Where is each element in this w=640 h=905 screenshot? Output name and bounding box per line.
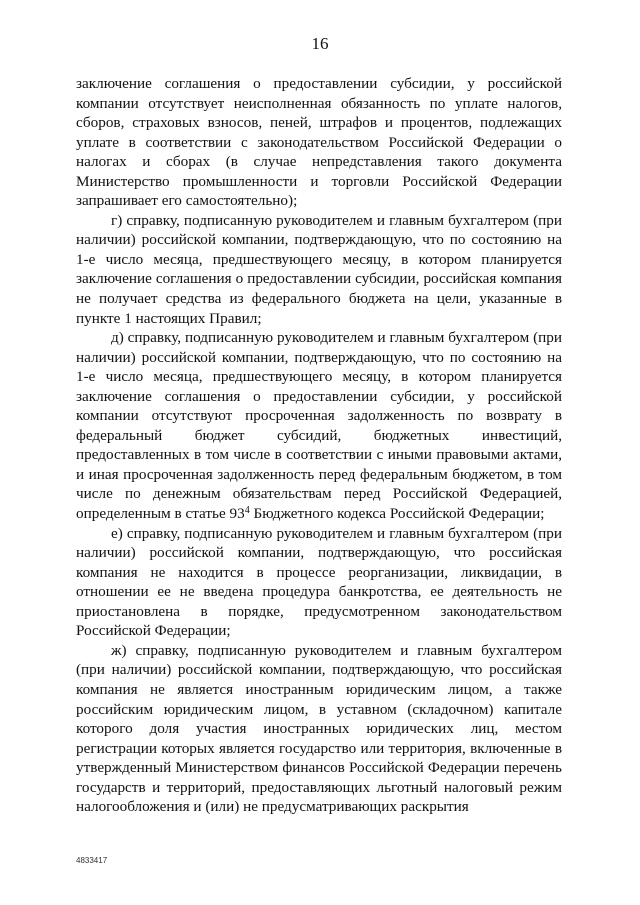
document-body [76, 74, 562, 817]
page-number: 16 [311, 34, 329, 53]
paragraph-item-d-text-after: Бюджетного кодекса Российской Федерации; [249, 505, 545, 523]
document-code: 4833417 [76, 856, 108, 865]
paragraph-item-zh: ж) справку, подписанную руководителем и главным бухгалтером (при наличии) российской компании, подтверждающую, что российская компания не является иностранным юридическим лицом, а также российским юридическим лицом, в уставном (складочном) капитале которого доля участия иностранных юридических лиц, местом регистрации которых является государство или территория, включенные в утвержденный Министерством финансов Российской Федерации перечень государств и территорий, предоставляющих льготный налоговый режим налогообложения и (или) не предусматривающих раскрытия [76, 641, 562, 816]
paragraph-item-d [76, 328, 562, 523]
paragraph-item-e: е) справку, подписанную руководителем и главным бухгалтером (при наличии) российской компании, подтверждающую, что российская компания не находится в процессе реорганизации, ликвидации, в отношении ее не введена процедура банкротства, ее деятельность не приостановлена в порядке, предусмотренном законодательством Российской Федерации; [76, 524, 562, 640]
paragraph-item-d-text: д) справку, подписанную руководителем и главным бухгалтером (при наличии) российской компании, подтверждающую, что по состоянию на 1-е число месяца, предшествующего месяцу, в котором планируется заключение соглашения о предоставлении субсидии, у российской компании отсутствуют просроченная задолженность по возврату в федеральный бюджет субсидий, бюджетных инвестиций, предоставленных в том числе в соответствии с иными правовыми актами, и иная просроченная задолженность перед федеральным бюджетом, в том числе по денежным обязательствам перед Российской Федерацией, определенным в статье 93 [76, 329, 562, 523]
paragraph-continuation: заключение соглашения о предоставлении субсидии, у российской компании отсутствует неисполненная обязанность по уплате налогов, сборов, страховых взносов, пеней, штрафов и процентов, подлежащих уплате в соответствии с законодательством Российской Федерации о налогах и сборах (в случае непредставления такого документа Министерство промышленности и торговли Российской Федерации запрашивает его самостоятельно); [76, 75, 562, 210]
article-superscript: 4 [244, 505, 250, 517]
paragraph-item-g: г) справку, подписанную руководителем и главным бухгалтером (при наличии) российской компании, подтверждающую, что по состоянию на 1-е число месяца, предшествующего месяцу, в котором планируется заключение соглашения о предоставлении субсидии, российская компания не получает средства из федерального бюджета на цели, указанные в пункте 1 настоящих Правил; [76, 211, 562, 327]
